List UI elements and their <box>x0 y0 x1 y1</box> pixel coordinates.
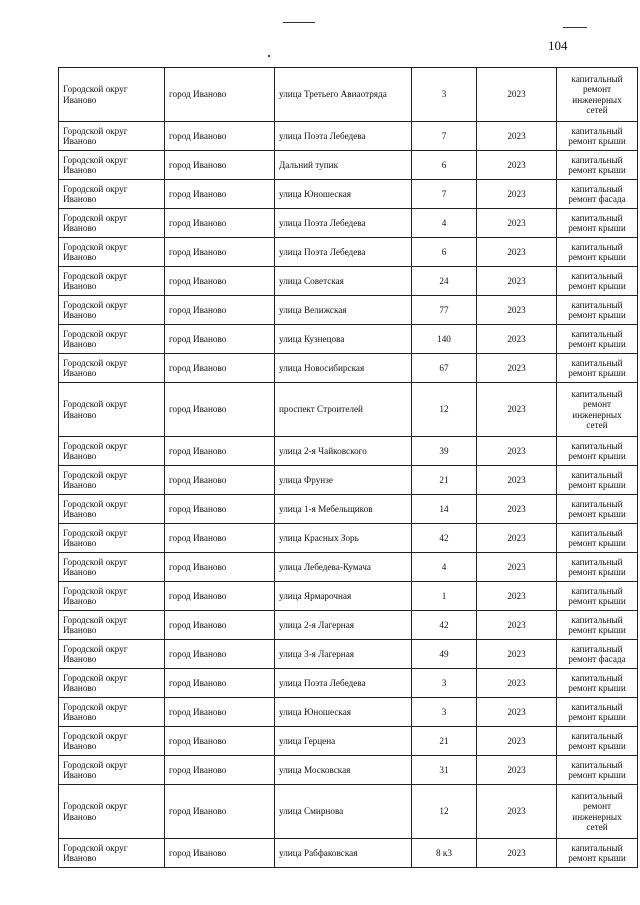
municipality-cell: Городской округ Иваново <box>59 122 165 151</box>
street-cell: улица Кузнецова <box>275 325 412 354</box>
house-number-cell: 67 <box>412 354 477 383</box>
scan-mark-top-right <box>563 27 587 28</box>
street-cell: улица Рабфаковская <box>275 839 412 868</box>
work-type-cell: капитальный ремонт крыши <box>557 495 638 524</box>
table-row <box>59 122 638 151</box>
page-number: 104 <box>548 38 568 53</box>
street-cell: улица Герцена <box>275 727 412 756</box>
table-row <box>59 437 638 466</box>
street-cell: улица 2-я Лагерная <box>275 611 412 640</box>
street-cell: улица Советская <box>275 267 412 296</box>
locality-cell: город Иваново <box>165 640 275 669</box>
locality-cell: город Иваново <box>165 238 275 267</box>
house-number-cell: 7 <box>412 180 477 209</box>
street-cell: улица Поэта Лебедева <box>275 669 412 698</box>
table-row <box>59 495 638 524</box>
year-cell: 2023 <box>477 669 557 698</box>
street-cell: улица Смирнова <box>275 785 412 839</box>
locality-cell: город Иваново <box>165 68 275 122</box>
house-number-cell: 3 <box>412 698 477 727</box>
street-cell: улица Юношеская <box>275 698 412 727</box>
year-cell: 2023 <box>477 524 557 553</box>
year-cell: 2023 <box>477 209 557 238</box>
street-cell: улица Юношеская <box>275 180 412 209</box>
municipality-cell: Городской округ Иваново <box>59 151 165 180</box>
locality-cell: город Иваново <box>165 524 275 553</box>
street-cell: улица Красных Зорь <box>275 524 412 553</box>
house-number-cell: 14 <box>412 495 477 524</box>
table-row <box>59 839 638 868</box>
locality-cell: город Иваново <box>165 122 275 151</box>
work-type-cell: капитальный ремонт крыши <box>557 756 638 785</box>
year-cell: 2023 <box>477 698 557 727</box>
locality-cell: город Иваново <box>165 839 275 868</box>
table-row <box>59 296 638 325</box>
house-number-cell: 42 <box>412 524 477 553</box>
year-cell: 2023 <box>477 296 557 325</box>
municipality-cell: Городской округ Иваново <box>59 437 165 466</box>
work-type-cell: капитальный ремонт крыши <box>557 553 638 582</box>
street-cell: улица Поэта Лебедева <box>275 122 412 151</box>
municipality-cell: Городской округ Иваново <box>59 68 165 122</box>
year-cell: 2023 <box>477 839 557 868</box>
locality-cell: город Иваново <box>165 354 275 383</box>
work-type-cell: капитальный ремонт крыши <box>557 611 638 640</box>
street-cell: проспект Строителей <box>275 383 412 437</box>
municipality-cell: Городской округ Иваново <box>59 785 165 839</box>
street-cell: улица Поэта Лебедева <box>275 238 412 267</box>
house-number-cell: 42 <box>412 611 477 640</box>
street-cell: улица Ярмарочная <box>275 582 412 611</box>
table-row <box>59 466 638 495</box>
house-number-cell: 21 <box>412 727 477 756</box>
locality-cell: город Иваново <box>165 466 275 495</box>
table-row <box>59 756 638 785</box>
scan-mark-top <box>283 22 315 23</box>
work-type-cell: капитальный ремонт крыши <box>557 466 638 495</box>
street-cell: улица Московская <box>275 756 412 785</box>
table-row <box>59 698 638 727</box>
house-number-cell: 39 <box>412 437 477 466</box>
work-type-cell: капитальный ремонт фасада <box>557 180 638 209</box>
table-row <box>59 785 638 839</box>
year-cell: 2023 <box>477 238 557 267</box>
year-cell: 2023 <box>477 151 557 180</box>
work-type-cell: капитальный ремонт крыши <box>557 727 638 756</box>
municipality-cell: Городской округ Иваново <box>59 839 165 868</box>
year-cell: 2023 <box>477 640 557 669</box>
street-cell: улица Фрунзе <box>275 466 412 495</box>
municipality-cell: Городской округ Иваново <box>59 180 165 209</box>
year-cell: 2023 <box>477 354 557 383</box>
work-type-cell: капитальный ремонт крыши <box>557 354 638 383</box>
year-cell: 2023 <box>477 122 557 151</box>
house-number-cell: 1 <box>412 582 477 611</box>
municipality-cell: Городской округ Иваново <box>59 354 165 383</box>
house-number-cell: 8 к3 <box>412 839 477 868</box>
work-type-cell: капитальный ремонт фасада <box>557 640 638 669</box>
municipality-cell: Городской округ Иваново <box>59 756 165 785</box>
house-number-cell: 49 <box>412 640 477 669</box>
locality-cell: город Иваново <box>165 325 275 354</box>
locality-cell: город Иваново <box>165 756 275 785</box>
street-cell: улица 1-я Мебельщиков <box>275 495 412 524</box>
municipality-cell: Городской округ Иваново <box>59 640 165 669</box>
municipality-cell: Городской округ Иваново <box>59 669 165 698</box>
year-cell: 2023 <box>477 611 557 640</box>
street-cell: улица Велижская <box>275 296 412 325</box>
municipality-cell: Городской округ Иваново <box>59 698 165 727</box>
locality-cell: город Иваново <box>165 209 275 238</box>
locality-cell: город Иваново <box>165 296 275 325</box>
work-type-cell: капитальный ремонт крыши <box>557 209 638 238</box>
work-type-cell: капитальный ремонт крыши <box>557 669 638 698</box>
table-row <box>59 611 638 640</box>
table-row <box>59 524 638 553</box>
table-row <box>59 640 638 669</box>
municipality-cell: Городской округ Иваново <box>59 267 165 296</box>
work-type-cell: капитальный ремонт крыши <box>557 122 638 151</box>
year-cell: 2023 <box>477 553 557 582</box>
municipality-cell: Городской округ Иваново <box>59 383 165 437</box>
house-number-cell: 7 <box>412 122 477 151</box>
table-row <box>59 68 638 122</box>
table-row <box>59 267 638 296</box>
work-type-cell: капитальный ремонт крыши <box>557 582 638 611</box>
locality-cell: город Иваново <box>165 698 275 727</box>
locality-cell: город Иваново <box>165 437 275 466</box>
year-cell: 2023 <box>477 785 557 839</box>
municipality-cell: Городской округ Иваново <box>59 524 165 553</box>
table-row <box>59 325 638 354</box>
housing-repair-table <box>58 67 638 868</box>
municipality-cell: Городской округ Иваново <box>59 582 165 611</box>
house-number-cell: 12 <box>412 383 477 437</box>
table-row <box>59 383 638 437</box>
house-number-cell: 140 <box>412 325 477 354</box>
work-type-cell: капитальный ремонт крыши <box>557 698 638 727</box>
municipality-cell: Городской округ Иваново <box>59 495 165 524</box>
year-cell: 2023 <box>477 437 557 466</box>
locality-cell: город Иваново <box>165 553 275 582</box>
house-number-cell: 3 <box>412 669 477 698</box>
locality-cell: город Иваново <box>165 151 275 180</box>
table-row <box>59 354 638 383</box>
table-row <box>59 238 638 267</box>
street-cell: улица Новосибирская <box>275 354 412 383</box>
street-cell: улица Третьего Авиаотряда <box>275 68 412 122</box>
house-number-cell: 6 <box>412 238 477 267</box>
locality-cell: город Иваново <box>165 669 275 698</box>
locality-cell: город Иваново <box>165 611 275 640</box>
locality-cell: город Иваново <box>165 180 275 209</box>
locality-cell: город Иваново <box>165 582 275 611</box>
municipality-cell: Городской округ Иваново <box>59 209 165 238</box>
locality-cell: город Иваново <box>165 727 275 756</box>
year-cell: 2023 <box>477 383 557 437</box>
house-number-cell: 31 <box>412 756 477 785</box>
scan-dot <box>268 55 270 57</box>
street-cell: улица Лебедева-Кумача <box>275 553 412 582</box>
year-cell: 2023 <box>477 180 557 209</box>
work-type-cell: капитальный ремонт крыши <box>557 839 638 868</box>
table-row <box>59 582 638 611</box>
year-cell: 2023 <box>477 325 557 354</box>
table-row <box>59 151 638 180</box>
table-row <box>59 180 638 209</box>
table-row <box>59 727 638 756</box>
house-number-cell: 6 <box>412 151 477 180</box>
street-cell: улица Поэта Лебедева <box>275 209 412 238</box>
table-row <box>59 553 638 582</box>
work-type-cell: капитальный ремонт крыши <box>557 151 638 180</box>
table-row <box>59 669 638 698</box>
street-cell: улица 2-я Чайковского <box>275 437 412 466</box>
year-cell: 2023 <box>477 495 557 524</box>
year-cell: 2023 <box>477 466 557 495</box>
table-row <box>59 209 638 238</box>
work-type-cell: капитальный ремонт крыши <box>557 437 638 466</box>
house-number-cell: 3 <box>412 68 477 122</box>
street-cell: Дальний тупик <box>275 151 412 180</box>
municipality-cell: Городской округ Иваново <box>59 325 165 354</box>
municipality-cell: Городской округ Иваново <box>59 296 165 325</box>
work-type-cell: капитальный ремонт инженерных сетей <box>557 785 638 839</box>
work-type-cell: капитальный ремонт крыши <box>557 524 638 553</box>
work-type-cell: капитальный ремонт крыши <box>557 296 638 325</box>
municipality-cell: Городской округ Иваново <box>59 611 165 640</box>
house-number-cell: 77 <box>412 296 477 325</box>
work-type-cell: капитальный ремонт инженерных сетей <box>557 68 638 122</box>
municipality-cell: Городской округ Иваново <box>59 466 165 495</box>
work-type-cell: капитальный ремонт крыши <box>557 238 638 267</box>
house-number-cell: 21 <box>412 466 477 495</box>
house-number-cell: 4 <box>412 209 477 238</box>
year-cell: 2023 <box>477 756 557 785</box>
house-number-cell: 24 <box>412 267 477 296</box>
house-number-cell: 4 <box>412 553 477 582</box>
municipality-cell: Городской округ Иваново <box>59 238 165 267</box>
work-type-cell: капитальный ремонт крыши <box>557 267 638 296</box>
municipality-cell: Городской округ Иваново <box>59 553 165 582</box>
year-cell: 2023 <box>477 267 557 296</box>
locality-cell: город Иваново <box>165 495 275 524</box>
work-type-cell: капитальный ремонт крыши <box>557 325 638 354</box>
locality-cell: город Иваново <box>165 383 275 437</box>
locality-cell: город Иваново <box>165 785 275 839</box>
year-cell: 2023 <box>477 68 557 122</box>
year-cell: 2023 <box>477 582 557 611</box>
municipality-cell: Городской округ Иваново <box>59 727 165 756</box>
year-cell: 2023 <box>477 727 557 756</box>
house-number-cell: 12 <box>412 785 477 839</box>
work-type-cell: капитальный ремонт инженерных сетей <box>557 383 638 437</box>
locality-cell: город Иваново <box>165 267 275 296</box>
street-cell: улица 3-я Лагерная <box>275 640 412 669</box>
